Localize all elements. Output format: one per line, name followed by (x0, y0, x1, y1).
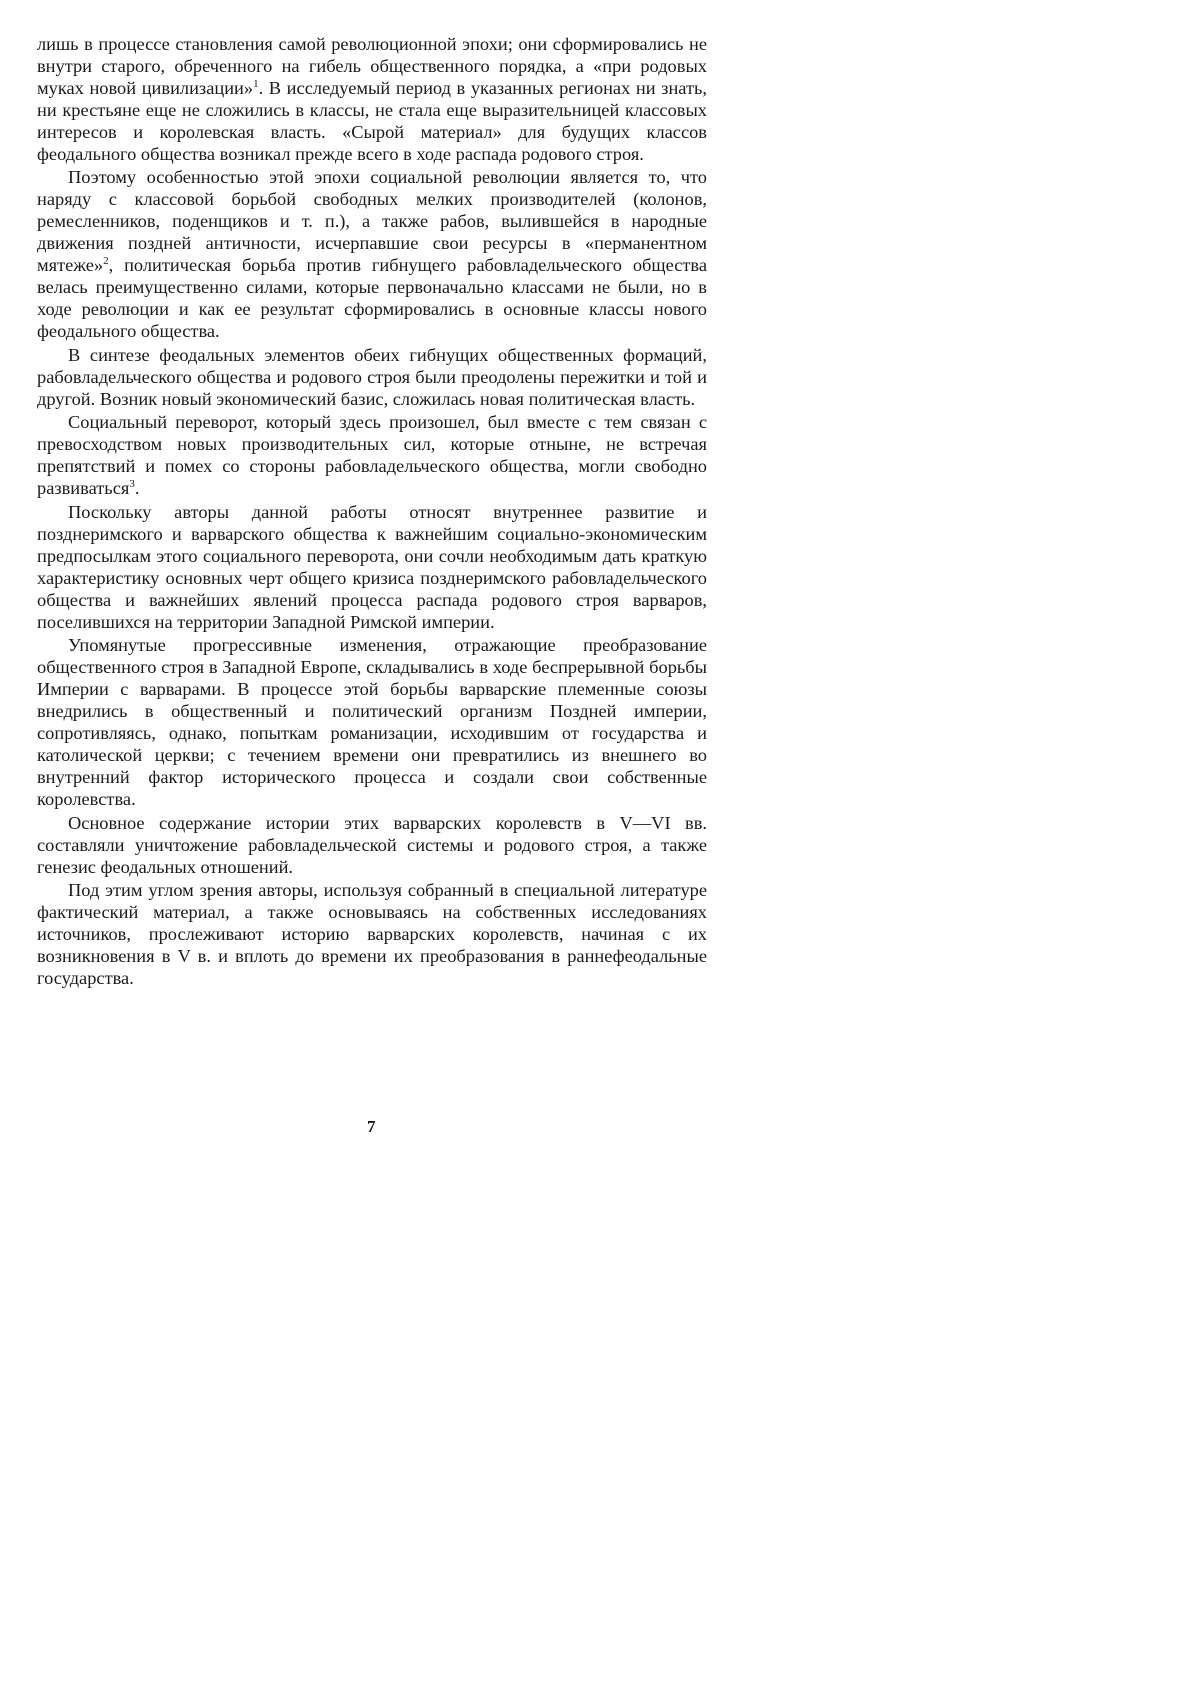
page-body (37, 34, 707, 990)
paragraph-7: Основное содержание истории этих варварских королевств в V—VI вв. составляли уничтожение рабовладельческой системы и родового строя, а также генезис феодальных отношений. (37, 812, 707, 877)
footnote-ref-1: 1 (253, 77, 259, 90)
footnote-ref-2: 2 (103, 254, 109, 267)
page-number: 7 (367, 1117, 376, 1136)
paragraph-6: Упомянутые прогрессивные изменения, отражающие преобразование общественного строя в Западной Европе, складывались в ходе беспрерывной борьбы Империи с варварами. В процессе этой борьбы варварские племенные союзы внедрились в общественный и политический организм Поздней империи, сопротивляясь, однако, попыткам романизации, исходившим от государства и католической церкви; с течением времени они превратились из внешнего во внутренний фактор исторического процесса и создали свои собственные королевства. (37, 635, 707, 809)
paragraph-3: В синтезе феодальных элементов обеих гибнущих общественных формаций, рабовладельческого общества и родового строя были преодолены пережитки и той и другой. Возник новый экономический базис, сложилась новая политическая власть. (37, 344, 707, 409)
paragraph-8: Под этим углом зрения авторы, используя собранный в специальной литературе фактический материал, а также основываясь на собственных исследованиях источников, прослеживают историю варварских королевств, начиная с их возникновения в V в. и вплоть до времени их преобразования в раннефеодальные государства. (37, 880, 707, 989)
footnote-ref-3: 3 (129, 478, 135, 490)
paragraph-4: Социальный переворот, который здесь произошел, был вместе с тем связан с превосходством новых производительных сил, которые отныне, не встречая препятствий и помех со стороны рабовладельческого общества, могли свободно развиваться$^3$. (37, 412, 707, 499)
paragraph-5: Поскольку авторы данной работы относят внутреннее развитие и позднеримского и варварского общества к важнейшим социально-экономическим предпосылкам этого социального переворота, они сочли необходимым дать краткую характеристику основных черт общего кризиса позднеримского рабовладельческого общества и важнейших явлений процесса распада родового строя варваров, поселившихся на территории Западной Римской империи. (37, 502, 707, 632)
paragraph-1: лишь в процессе становления самой революционной эпохи; они сформировались не внутри старого, обреченного на гибель общественного порядка, а «при родовых муках новой цивилизации»$^1$. В исследуемый период в указанных регионах ни знать, ни крестьяне еще не сложились в классы, не стала еще выразительницей классовых интересов и королевская власть. «Сырой материал» для будущих классов феодального общества возникал прежде всего в ходе распада родового строя. (37, 34, 707, 164)
paragraph-2: Поэтому особенностью этой эпохи социальной революции является то, что наряду с классовой борьбой свободных мелких производителей (колонов, ремесленников, поденщиков и т. п.), а также рабов, вылившейся в народные движения поздней античности, исчерпавшие свои ресурсы в «перманентном мятеже»$^2$, политическая борьба против гибнущего рабовладельческого общества велась преимущественно силами, которые первоначально классами не были, но в ходе революции и как ее результат сформировались в основные классы нового феодального общества. (37, 167, 707, 341)
